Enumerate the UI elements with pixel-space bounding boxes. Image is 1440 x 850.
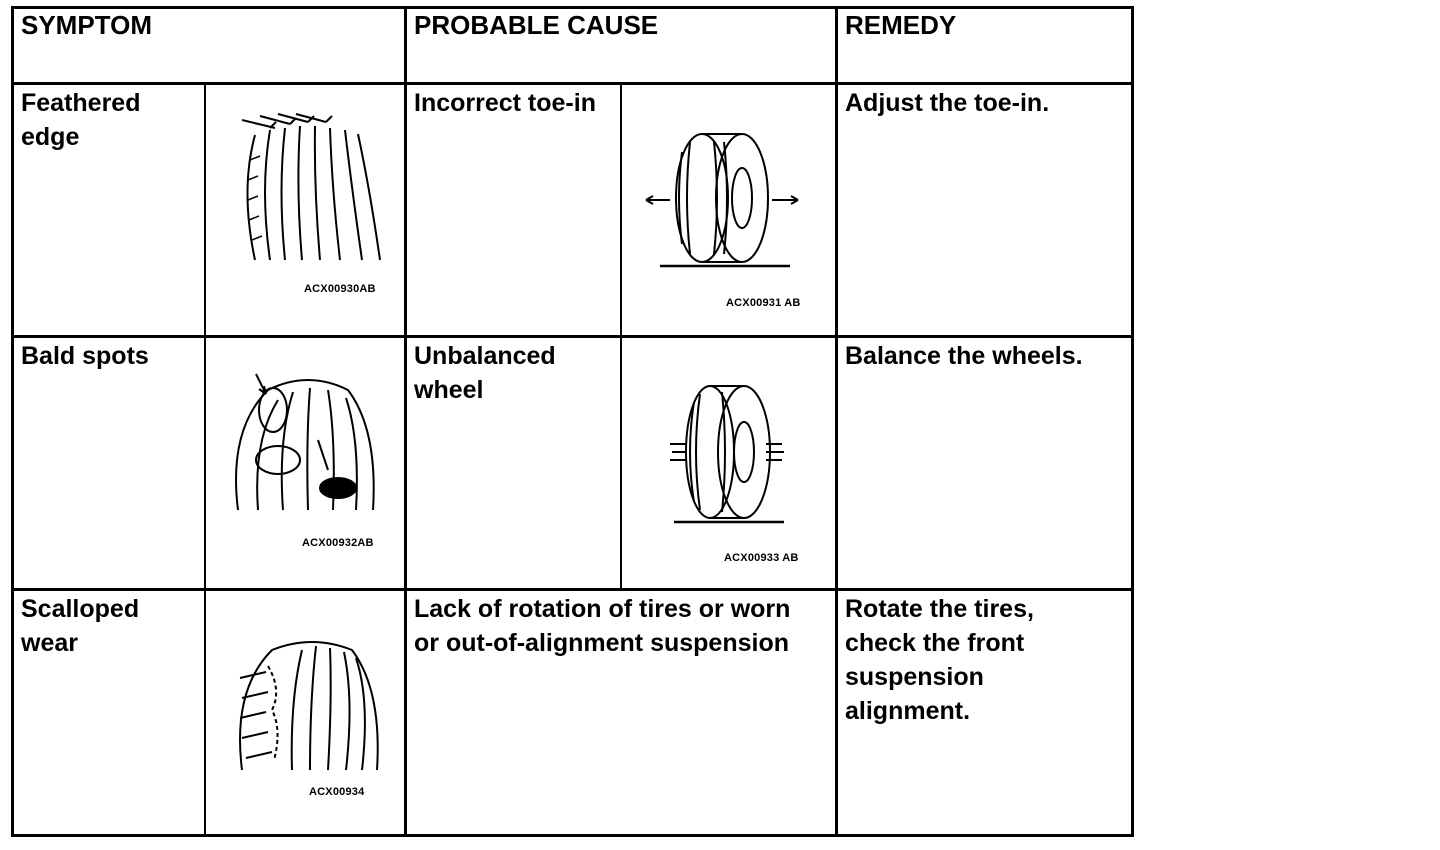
row-3-cause: Lack of rotation of tires or worn or out-of-alignment suspension (414, 595, 791, 657)
row-1-symptom: Feathered edge (21, 89, 141, 151)
tire-tread-bald-spots-icon (228, 370, 388, 525)
row-3-remedy: Rotate the tires, check the front suspension alignment. (845, 595, 1034, 725)
row-2-cause: Unbalanced wheel (414, 342, 556, 404)
row-divider (11, 335, 1134, 338)
row-2-symptom: Bald spots (21, 342, 149, 370)
row-1-cause: Incorrect toe-in (414, 89, 596, 117)
figure-code: ACX00934 (309, 786, 365, 798)
header-symptom: SYMPTOM (21, 10, 152, 40)
table-border-right (1131, 6, 1134, 837)
col-divider-cause (404, 6, 407, 837)
row-3-symptom: Scalloped wear (21, 595, 140, 657)
row-divider (11, 82, 1134, 85)
tire-tread-feathered-icon (230, 110, 390, 275)
tire-unbalanced-wobble-icon (664, 382, 794, 537)
row-2-remedy: Balance the wheels. (845, 342, 1083, 370)
header-remedy: REMEDY (845, 10, 957, 40)
tire-tread-scalloped-icon (232, 630, 392, 785)
col-divider-remedy (835, 6, 838, 837)
header-probable-cause: PROBABLE CAUSE (414, 10, 659, 40)
table-border-left (11, 6, 14, 837)
figure-code: ACX00933 AB (724, 552, 799, 564)
col-divider-cause-figure (620, 82, 622, 591)
figure-code: ACX00930AB (304, 283, 376, 295)
figure-code: ACX00932AB (302, 537, 374, 549)
table-border-bottom (11, 834, 1134, 837)
row-1-remedy: Adjust the toe-in. (845, 89, 1050, 117)
col-divider-symptom-figure (204, 82, 206, 837)
figure-code: ACX00931 AB (726, 297, 801, 309)
tire-toe-in-arrows-icon (640, 128, 810, 283)
row-divider (11, 588, 1134, 591)
